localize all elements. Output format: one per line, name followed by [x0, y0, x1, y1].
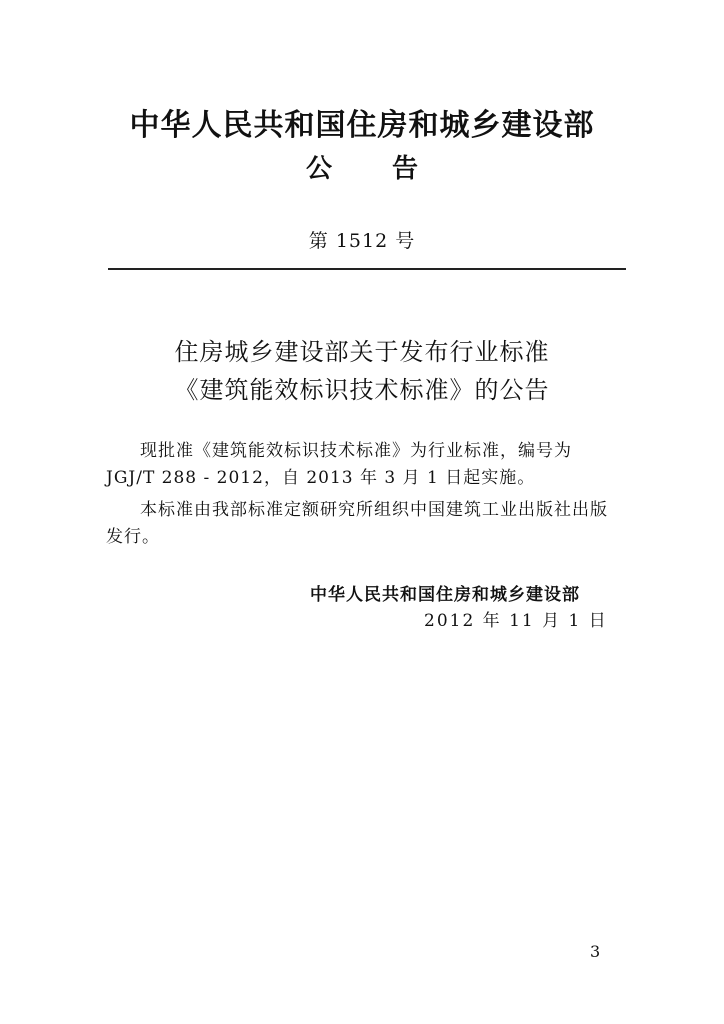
- signature-organization: 中华人民共和国住房和城乡建设部: [310, 585, 580, 605]
- body-line: 发行。: [106, 527, 160, 547]
- announcement-label: 公告: [305, 154, 478, 184]
- body-line: JGJ/T 288 - 2012，自 2013 年 3 月 1 日起实施。: [106, 468, 536, 488]
- notice-title-line-1: 住房城乡建设部关于发布行业标准: [174, 338, 550, 366]
- ministry-title: 中华人民共和国住房和城乡建设部: [129, 108, 595, 143]
- notice-title-line-2: 《建筑能效标识技术标准》的公告: [174, 376, 550, 404]
- document-number: 第 1512 号: [308, 230, 416, 252]
- header-divider: [108, 268, 626, 270]
- body-line: 本标准由我部标准定额研究所组织中国建筑工业出版社出版: [140, 500, 608, 520]
- page-number: 3: [590, 942, 601, 961]
- signature-date: 2012 年 11 月 1 日: [424, 611, 608, 631]
- body-line: 现批准《建筑能效标识技术标准》为行业标准，编号为: [140, 441, 572, 461]
